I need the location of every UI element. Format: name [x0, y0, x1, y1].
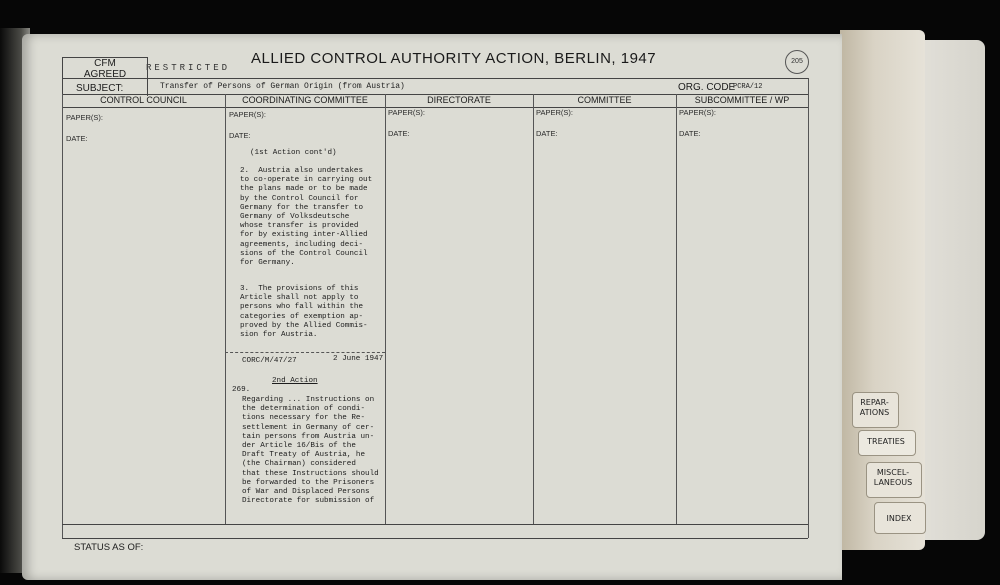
- paragraph-regarding: Regarding ... Instructions on the determination of condi- tions necessary for the Re- settlement in Germany of cer- tain persons from Austria un- der Article 16/Bis of the Draft Treaty of Austria, he (the Chairman) considered that these Instructions should be forwarded to the Prisoners of War and Displaced Persons Directorate for submission of: [242, 396, 379, 506]
- cc-papers-label: PAPER(S):: [66, 113, 103, 122]
- col-coordinating-committee: COORDINATING COMMITTEE: [242, 95, 368, 105]
- reference-date: 2 June 1947: [333, 355, 384, 363]
- col-directorate: DIRECTORATE: [427, 95, 491, 105]
- page-number-stamp: 205: [785, 50, 809, 74]
- action-separator: [225, 352, 385, 353]
- coord-date-label: DATE:: [229, 131, 251, 140]
- column-divider: [676, 94, 677, 524]
- dir-papers-label: PAPER(S):: [388, 108, 425, 117]
- tab-miscellaneous-label: MISCEL- LANEOUS: [873, 468, 913, 487]
- cc-date-label: DATE:: [66, 134, 88, 143]
- document-page: [22, 34, 842, 580]
- column-divider: [62, 94, 63, 538]
- item-number: 269.: [232, 386, 251, 394]
- col-subcommittee-wp: SUBCOMMITTEE / WP: [694, 95, 790, 105]
- reference-number: CORC/M/47/27: [242, 357, 297, 365]
- com-papers-label: PAPER(S):: [536, 108, 573, 117]
- col-control-council: CONTROL COUNCIL: [100, 95, 187, 105]
- coord-papers-label: PAPER(S):: [229, 110, 266, 119]
- sub-date-label: DATE:: [679, 129, 701, 138]
- cfm-label: CFM: [94, 58, 116, 69]
- subject-label: SUBJECT:: [76, 83, 124, 94]
- subject-value: Transfer of Persons of German Origin (from Austria): [160, 82, 405, 91]
- first-action-note: (1st Action cont'd): [250, 149, 337, 157]
- tab-treaties-label: TREATIES: [867, 437, 905, 446]
- paragraph-3: 3. The provisions of this Article shall not apply to persons who fall within the categories of exemption ap- proved by the Allied Commis- sion for Austria.: [240, 285, 368, 340]
- top-rule: [62, 78, 808, 79]
- tab-reparations-label: REPAR- ATIONS: [859, 398, 890, 417]
- column-divider: [385, 94, 386, 524]
- paragraph-2: 2. Austria also undertakes to co-operate in carrying out the plans made or to be made by the Control Council for Germany for the transfer to Germany of Volksdeutsche whose transfer is provided for by existing inter-Allied agreements, including deci- sions of the Control Council for Germany.: [240, 167, 373, 268]
- org-code-value: PCRA/12: [733, 83, 763, 91]
- column-divider: [225, 94, 226, 524]
- tab-index-label: INDEX: [886, 514, 912, 523]
- column-divider: [533, 94, 534, 524]
- com-date-label: DATE:: [536, 129, 558, 138]
- dir-date-label: DATE:: [388, 129, 410, 138]
- page-title: ALLIED CONTROL AUTHORITY ACTION, BERLIN, 1947: [251, 50, 657, 67]
- sub-papers-label: PAPER(S):: [679, 108, 716, 117]
- bottom-rule: [62, 524, 808, 525]
- col-committee: COMMITTEE: [577, 95, 632, 105]
- column-divider: [808, 78, 809, 538]
- status-row: [62, 538, 808, 557]
- agreed-label: AGREED: [83, 69, 127, 80]
- second-action-heading: 2nd Action: [272, 377, 318, 385]
- org-code-label: ORG. CODE: [678, 82, 736, 93]
- status-label: STATUS AS OF:: [74, 542, 144, 553]
- classification-stamp: RESTRICTED: [146, 63, 231, 73]
